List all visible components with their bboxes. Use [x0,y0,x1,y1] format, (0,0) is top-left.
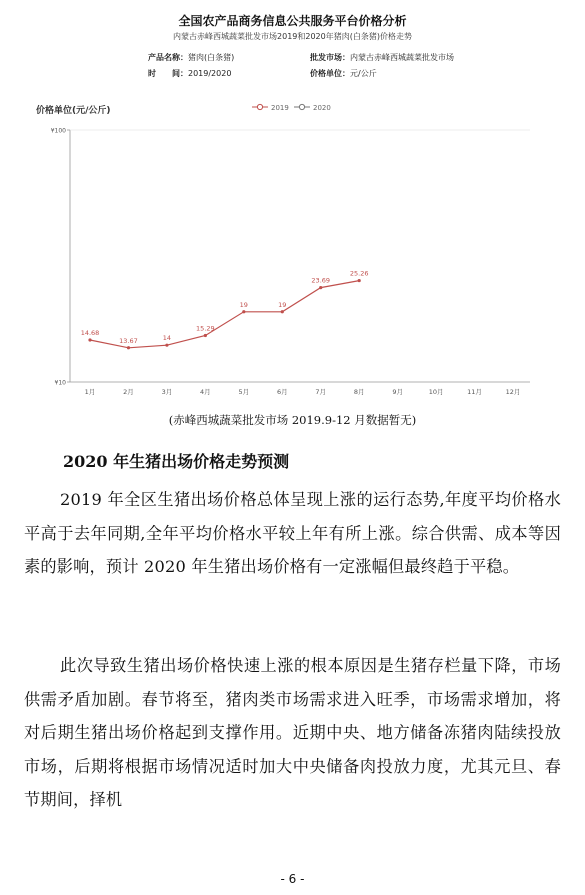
data-point [165,344,168,347]
x-tick-label: 6月 [276,388,288,396]
data-point [358,279,361,282]
x-tick-label: 12月 [505,388,521,396]
y-tick-label: ¥10 [54,379,66,387]
data-label: 23.69 [311,276,331,285]
data-label: 19 [239,300,248,309]
meta-unit [310,68,377,79]
data-label: 15.29 [196,324,215,333]
meta-unit-label: 价格单位： [310,69,350,78]
data-label: 19 [278,300,287,309]
legend-marker-2020 [299,104,304,109]
chart-caption: (赤峰西城蔬菜批发市场 2019.9-12 月数据暂无) [168,413,417,427]
meta-product-value: 猪肉(白条猪) [188,53,235,62]
meta-unit-value: 元/公斤 [350,69,377,78]
meta-time [148,68,231,79]
data-point [242,310,245,313]
data-label: 14.68 [80,328,100,337]
data-point [127,346,130,349]
legend-label-2020: 2020 [313,104,331,112]
data-label: 25.26 [349,269,369,278]
meta-market-value: 内蒙古赤峰西城蔬菜批发市场 [350,53,454,62]
report-subtitle: 内蒙古赤峰西城蔬菜批发市场2019和2020年猪肉(白条猪)价格走势 [173,32,412,41]
data-label: 13.67 [119,336,138,345]
x-tick-label: 9月 [392,388,403,396]
data-label: 14 [162,334,172,343]
y-axis-label: 价格单位(元/公斤) [36,106,111,116]
x-tick-label: 8月 [353,388,365,396]
data-point [319,286,322,289]
price-line-chart [0,96,585,406]
legend-label-2019: 2019 [271,104,289,112]
meta-time-value: 2019/2020 [188,69,232,78]
page-number: - 6 - [280,872,305,886]
x-tick-label: 7月 [315,388,327,396]
y-tick-label: ¥100 [50,127,66,135]
data-point [204,334,207,337]
meta-product-label: 产品名称： [148,53,188,62]
x-tick-label: 4月 [200,388,211,396]
meta-market-label: 批发市场： [310,53,350,62]
data-point [281,310,284,313]
data-point [88,338,91,341]
legend-marker-2019 [257,104,262,109]
meta-market [310,52,454,63]
meta-product [148,52,234,63]
meta-time-label: 时 间： [148,69,188,78]
x-tick-label: 3月 [161,388,173,396]
x-tick-label: 1月 [84,388,96,396]
paragraph-1: 2019 年全区生猪出场价格总体呈现上涨的运行态势,年度平均价格水平高于去年同期,全年平均价格水平较上年有所上涨。综合供需、成本等因素的影响，预计 2020 年生猪出场价格有一定涨幅但最终趋于平稳。 [24,490,561,576]
paragraph-2: 此次导致生猪出场价格快速上涨的根本原因是生猪存栏量下降，市场供需矛盾加剧。春节将至，猪肉类市场需求进入旺季，市场需求增加，将对后期生猪出场价格起到支撑作用。近期中央、地方储备冻猪肉陆续投放市场，后期将根据市场情况适时加大中央储备肉投放力度，尤其元旦、春节期间，择机 [24,656,561,809]
report-title: 全国农产品商务信息公共服务平台价格分析 [178,14,407,28]
x-tick-label: 10月 [428,388,444,396]
x-tick-label: 2月 [123,388,134,396]
section-heading: 2020 年生猪出场价格走势预测 [63,452,290,471]
x-tick-label: 5月 [238,388,250,396]
x-tick-label: 11月 [467,388,482,396]
